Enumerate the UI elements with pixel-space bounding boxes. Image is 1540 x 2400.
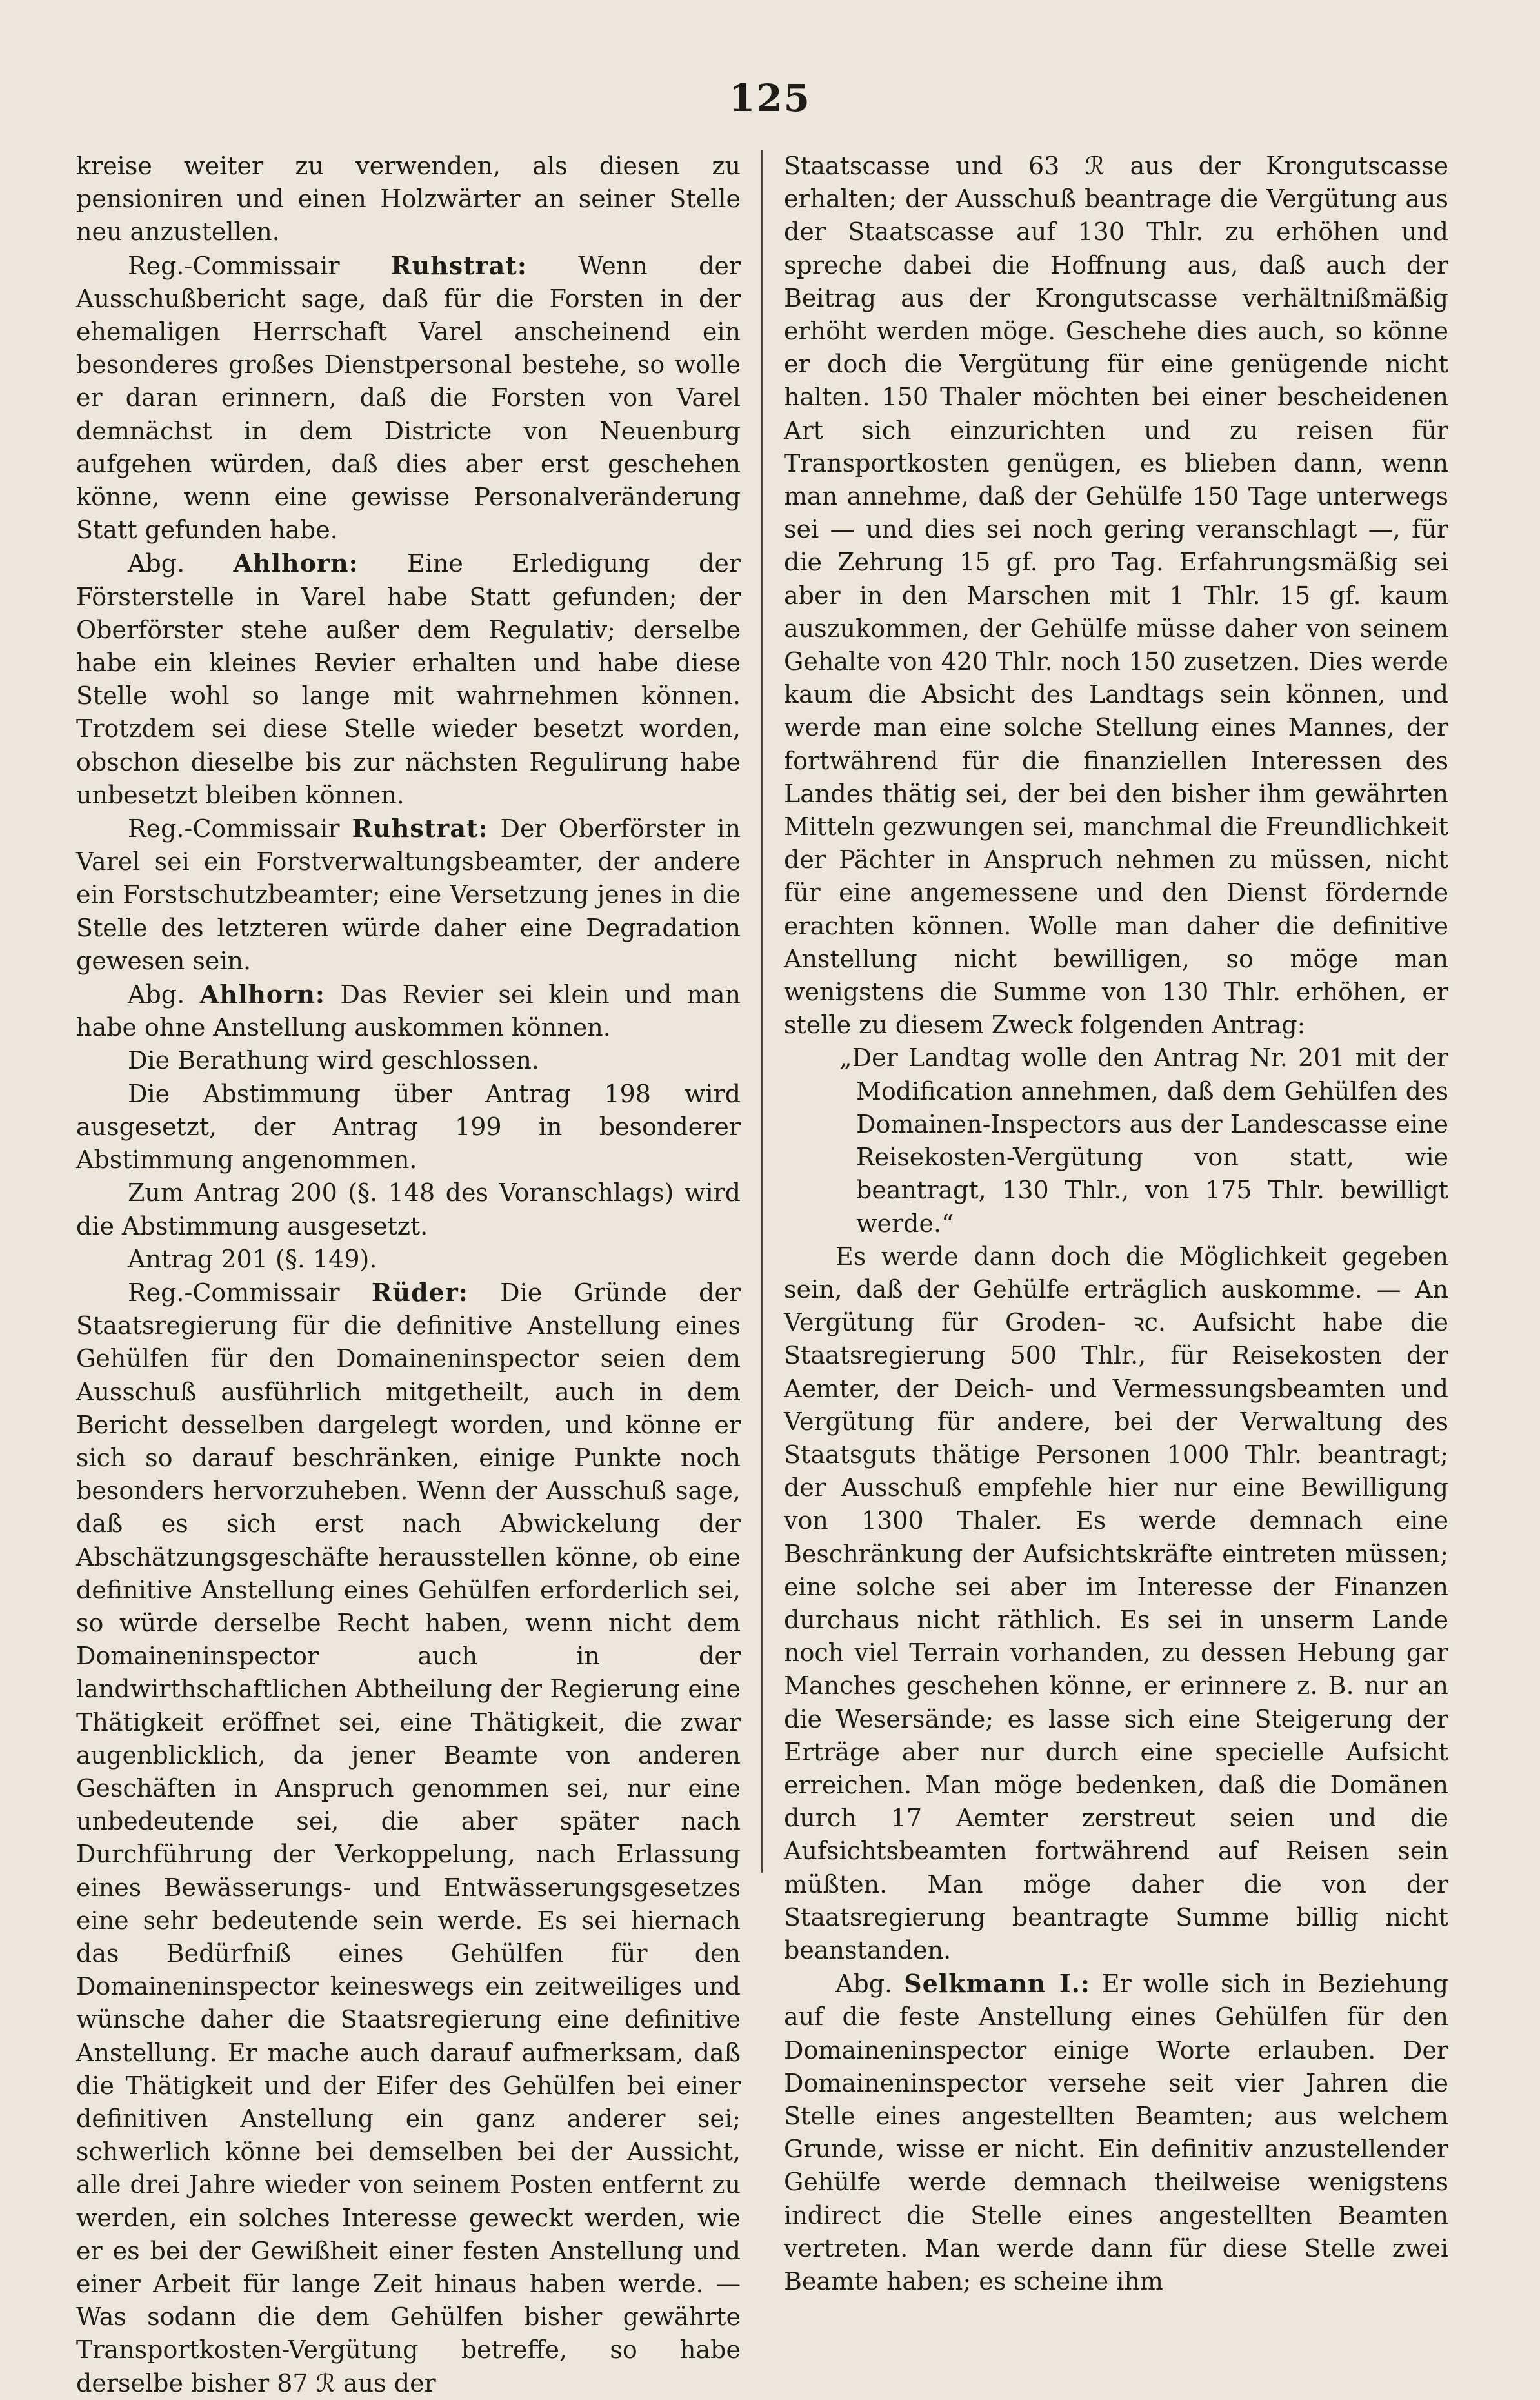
paragraph-text: Antrag 201 (§. 149). (128, 1244, 377, 1273)
paragraph (76, 978, 741, 1044)
paragraph (76, 1078, 741, 1177)
quote-text: „Der Landtag wolle den Antrag Nr. 201 mit der Modification annehmen, daß dem Gehülfen des Domainen-Inspectors aus der Landescasse eine Reisekosten-Vergütung von statt, wie beantragt, 130 Thlr., von 175 Thlr. bewilligt werde.“ (839, 1044, 1448, 1238)
speaker-role: Reg.-Commissair (128, 1278, 340, 1307)
paragraph (76, 1243, 741, 1276)
paragraph-text: Die Abstimmung über Antrag 198 wird ausgesetzt, der Antrag 199 in besonderer Abstimmung angenommen. (76, 1079, 741, 1175)
right-column (784, 150, 1448, 2298)
speaker-name: Ahlhorn: (199, 980, 325, 1009)
paragraph-text: Wenn der Ausschußbericht sage, daß für die Forsten in der ehemaligen Herrschaft Varel anscheinend ein besonderes großes Dienstpersonal bestehe, so wolle er daran erinnern, daß die Forsten von Varel demnächst in dem Districte von Neuenburg aufgehen würden, daß dies aber erst geschehen könne, wenn eine gewisse Personalveränderung Statt gefunden habe. (76, 251, 741, 545)
page-number: 125 (728, 76, 812, 120)
column-divider (761, 150, 763, 1873)
speaker-role: Reg.-Commissair (128, 814, 340, 843)
paragraph-text: Die Gründe der Staatsregierung für die definitive Anstellung eines Gehülfen für den Domaineninspector seien dem Ausschuß ausführlich mitgetheilt, auch in dem Bericht desselben dargelegt worden, und könne er sich so darauf beschränken, einige Punkte noch besonders hervorzuheben. Wenn der Ausschuß sage, daß es sich erst nach Abwickelung der Abschätzungsgeschäfte herausstellen könne, ob eine definitive Anstellung eines Gehülfen erforderlich sei, so würde derselbe Recht haben, wenn nicht dem Domaineninspector auch in der landwirthschaftlichen Abtheilung der Regierung eine Thätigkeit eröffnet sei, eine Thätigkeit, die zwar augenblicklich, da jener Beamte von anderen Geschäften in Anspruch genommen sei, nur eine unbedeutende sei, die aber später nach Durchführung der Verkoppelung, nach Erlassung eines Bewässerungs- und Entwässerungsgesetzes eine sehr bedeutende sein werde. Es sei hiernach das Bedürfniß eines Gehülfen für den Domaineninspector keineswegs ein zeitweiliges und wünsche daher die Staatsregierung eine definitive Anstellung. Er mache auch darauf aufmerksam, daß die Thätigkeit und der Eifer des Gehülfen bei einer definitiven Anstellung ein ganz anderer sei; schwerlich könne bei demselben bei der Aussicht, alle drei Jahre wieder von seinem Posten entfernt zu werden, ein solches Interesse geweckt werden, wie er es bei der Gewißheit einer festen Anstellung und einer Arbeit für lange Zeit hinaus haben werde. — Was sodann die dem Gehülfen bisher gewährte Transportkosten-Vergütung betreffe, so habe derselbe bisher 87 ℛ aus der (76, 1278, 741, 2397)
speaker-role: Abg. (128, 549, 185, 578)
speaker-name: Ruhstrat: (352, 814, 488, 843)
paragraph-text: kreise weiter zu verwenden, als diesen zu pensioniren und einen Holzwärter an seiner Stelle neu anzustellen. (76, 152, 741, 247)
paragraph-text: Eine Erledigung der Försterstelle in Varel habe Statt gefunden; der Oberförster stehe außer dem Regulativ; derselbe habe ein kleines Revier erhalten und habe diese Stelle wohl so lange mit wahrnehmen können. Trotzdem sei diese Stelle wieder besetzt worden, obschon dieselbe bis zur nächsten Regulirung habe unbesetzt bleiben können. (76, 549, 741, 809)
paragraph (784, 150, 1448, 1042)
paragraph (76, 1176, 741, 1242)
paragraph (76, 1044, 741, 1077)
paragraph-text: Er wolle sich in Beziehung auf die feste Anstellung eines Gehülfen für den Domaineninspector einige Worte erlauben. Der Domaineninspector versehe seit vier Jahren die Stelle eines angestellten Beamten; aus welchem Grunde, wisse er nicht. Ein definitiv anzustellender Gehülfe werde demnach theilweise wenigstens indirect die Stelle eines angestellten Beamten vertreten. Man werde dann für diese Stelle zwei Beamte haben; es scheine ihm (784, 1970, 1448, 2295)
paragraph (76, 812, 741, 978)
paragraph-text: Zum Antrag 200 (§. 148 des Voranschlags) wird die Abstimmung ausgesetzt. (76, 1178, 741, 1240)
speaker-role: Abg. (835, 1970, 893, 1999)
speaker-name: Rüder: (371, 1277, 468, 1307)
paragraph (76, 150, 741, 249)
speaker-role: Abg. (128, 980, 185, 1009)
paragraph-text: Der Oberförster in Varel sei ein Forstverwaltungsbeamter, der andere ein Forstschutzbeamter; eine Versetzung jenes in die Stelle des letzteren würde daher eine Degradation gewesen sein. (76, 814, 741, 975)
left-column (76, 150, 741, 2400)
motion-quote (784, 1042, 1448, 1240)
paragraph-text: Es werde dann doch die Möglichkeit gegeben sein, daß der Gehülfe erträglich auskomme. — An Vergütung für Groden- ꝛc. Aufsicht habe die Staatsregierung 500 Thlr., für Reisekosten der Aemter, der Deich- und Vermessungsbeamten und Vergütung für andere, bei der Verwaltung des Staatsguts thätige Personen 1000 Thlr. beantragt; der Ausschuß empfehle hier nur eine Bewilligung von 1300 Thaler. Es werde demnach eine Beschränkung der Aufsichtskräfte eintreten müssen; eine solche sei aber im Interesse der Finanzen durchaus nicht räthlich. Es sei in unserm Lande noch viel Terrain vorhanden, zu dessen Hebung gar Manches geschehen könne, er erinnere z. B. nur an die Wesersände; es lasse sich eine Steigerung der Erträge aber nur durch eine specielle Aufsicht erreichen. Man möge bedenken, daß die Domänen durch 17 Aemter zerstreut seien und die Aufsichtsbeamten fortwährend auf Reisen sein müßten. Man möge daher die von der Staatsregierung beantragte Summe billig nicht beanstanden. (784, 1242, 1448, 1964)
paragraph-text: Das Revier sei klein und man habe ohne Anstellung auskommen können. (76, 980, 741, 1042)
speaker-name: Selkmann I.: (904, 1969, 1090, 1999)
paragraph (76, 249, 741, 547)
speaker-name: Ruhstrat: (390, 250, 527, 280)
paragraph (784, 1240, 1448, 1967)
paragraph (76, 1276, 741, 2400)
paragraph (76, 547, 741, 812)
paragraph-text: Die Berathung wird geschlossen. (128, 1046, 539, 1075)
speaker-name: Ahlhorn: (233, 549, 359, 578)
paragraph-text: Staatscasse und 63 ℛ aus der Krongutscasse erhalten; der Ausschuß beantrage die Vergütung aus der Staatscasse auf 130 Thlr. zu erhöhen und spreche dabei die Hoffnung aus, daß auch der Beitrag aus der Krongutscasse verhältnißmäßig erhöht werden möge. Geschehe dies auch, so könne er doch die Vergütung für eine genügende nicht halten. 150 Thaler möchten bei einer bescheidenen Art sich einzurichten und zu reisen für Transportkosten genügen, es blieben dann, wenn man annehme, daß der Gehülfe 150 Tage unterwegs sei — und dies sei noch gering veranschlagt —, für die Zehrung 15 gf. pro Tag. Erfahrungsmäßig sei aber in den Marschen mit 1 Thlr. 15 gf. kaum auszukommen, der Gehülfe müsse daher von seinem Gehalte von 420 Thlr. noch 150 zusetzen. Dies werde kaum die Absicht des Landtags sein können, und werde man eine solche Stellung eines Mannes, der fortwährend für die finanziellen Interessen des Landes thätig sei, der bei den bisher ihm gewährten Mitteln gezwungen sei, manchmal die Freundlichkeit der Pächter in Anspruch nehmen zu müssen, nicht für eine angemessene und den Dienst fördernde erachten können. Wolle man daher die definitive Anstellung nicht bewilligen, so möge man wenigstens die Summe von 130 Thlr. erhöhen, er stelle zu diesem Zweck folgenden Antrag: (784, 152, 1448, 1040)
speaker-role: Reg.-Commissair (128, 251, 340, 280)
paragraph (784, 1967, 1448, 2298)
